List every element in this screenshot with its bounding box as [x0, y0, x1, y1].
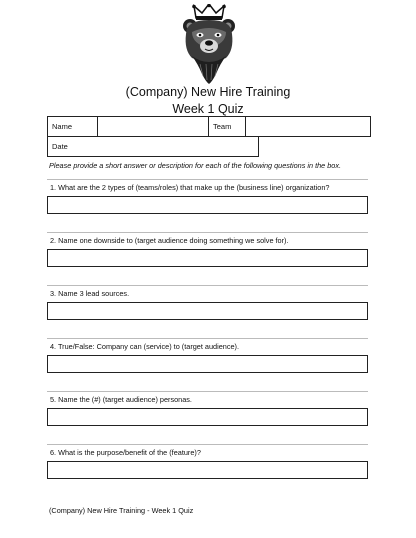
answer-box[interactable] — [47, 196, 368, 214]
answer-box[interactable] — [47, 408, 368, 426]
question-text: 6. What is the purpose/benefit of the (feature)? — [50, 448, 201, 457]
answer-box[interactable] — [47, 355, 368, 373]
divider — [47, 232, 368, 233]
question-text: 2. Name one downside to (target audience doing something we solve for). — [50, 236, 289, 245]
crowned-bear-logo-icon — [176, 4, 242, 84]
divider — [47, 444, 368, 445]
divider — [47, 179, 368, 180]
answer-box[interactable] — [47, 461, 368, 479]
divider — [47, 391, 368, 392]
team-field[interactable] — [246, 117, 371, 137]
instructions-text: Please provide a short answer or description for each of the following questions in the box. — [49, 161, 342, 170]
answer-box[interactable] — [47, 302, 368, 320]
question-2 — [47, 232, 368, 267]
title-week-quiz: Week 1 Quiz — [172, 102, 244, 116]
question-text: 5. Name the (#) (target audience) personas. — [50, 395, 192, 404]
question-4 — [47, 338, 368, 373]
question-1 — [47, 179, 368, 214]
answer-box[interactable] — [47, 249, 368, 267]
name-label: Name — [48, 117, 98, 137]
question-6 — [47, 444, 368, 479]
date-label: Date — [48, 137, 259, 157]
team-label: Team — [209, 117, 246, 137]
question-text: 4. True/False: Company can (service) to (target audience). — [50, 342, 239, 351]
date-table — [47, 136, 259, 157]
name-team-table — [47, 116, 371, 137]
name-field[interactable] — [98, 117, 209, 137]
question-text: 3. Name 3 lead sources. — [50, 289, 130, 298]
divider — [47, 338, 368, 339]
question-5 — [47, 391, 368, 426]
page-footer: (Company) New Hire Training - Week 1 Quiz — [49, 506, 194, 515]
question-text: 1. What are the 2 types of (teams/roles) that make up the (business line) organization? — [50, 183, 330, 192]
divider — [47, 285, 368, 286]
title-company-training: (Company) New Hire Training — [125, 85, 291, 99]
question-3 — [47, 285, 368, 320]
